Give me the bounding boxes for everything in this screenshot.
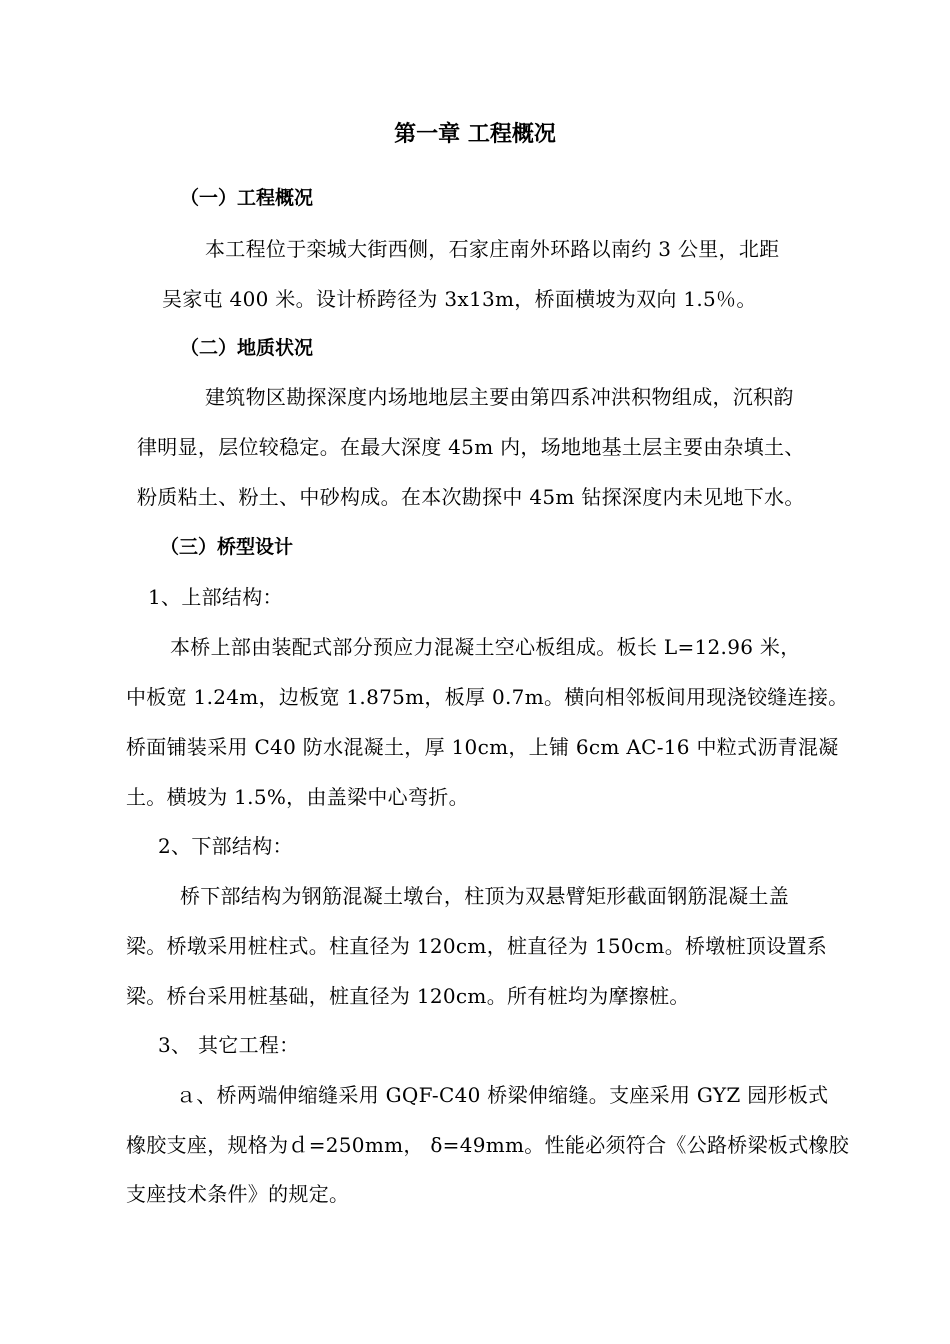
section-heading-bridge-design: （三）桥型设计 — [160, 536, 294, 558]
paragraph-line: 桥面铺装采用 C40 防水混凝土，厚 10cm，上铺 6cm AC-16 中粒式沥青混凝 — [126, 735, 839, 759]
subsection-label-superstructure: 1、上部结构： — [148, 585, 283, 609]
paragraph-line: 本桥上部由装配式部分预应力混凝土空心板组成。板长 L=12.96 米， — [170, 635, 801, 659]
paragraph-line: 本工程位于栾城大街西侧，石家庄南外环路以南约 3 公里，北距 — [205, 237, 780, 261]
chapter-title: 第一章 工程概况 — [394, 122, 556, 147]
paragraph-line: 粉质粘土、粉土、中砂构成。在本次勘探中 45m 钻探深度内未见地下水。 — [137, 485, 805, 509]
section-heading-geology: （二）地质状况 — [180, 337, 314, 359]
paragraph-line: 桥下部结构为钢筋混凝土墩台，柱顶为双悬臂矩形截面钢筋混凝土盖 — [180, 884, 789, 908]
paragraph-line: 支座技术条件》的规定。 — [126, 1182, 350, 1206]
paragraph-line: 建筑物区勘探深度内场地地层主要由第四系冲洪积物组成，沉积韵 — [205, 385, 794, 409]
paragraph-line: 律明显，层位较稳定。在最大深度 45m 内，场地地基土层主要由杂填土、 — [137, 435, 805, 459]
paragraph-line: 土。横坡为 1.5%，由盖梁中心弯折。 — [126, 785, 469, 809]
subsection-label-substructure: 2、下部结构： — [158, 834, 293, 858]
paragraph-line: 吴家屯 400 米。设计桥跨径为 3x13m，桥面横坡为双向 1.5％。 — [162, 287, 757, 311]
paragraph-line: 橡胶支座，规格为ｄ=250mm， δ=49mm。性能必须符合《公路桥梁板式橡胶 — [126, 1133, 850, 1157]
paragraph-line: 中板宽 1.24m，边板宽 1.875m，板厚 0.7m。横向相邻板间用现浇铰缝连接。 — [126, 685, 849, 709]
paragraph-line: ａ、桥两端伸缩缝采用 GQF-C40 桥梁伸缩缝。支座采用 GYZ 园形板式 — [176, 1083, 829, 1107]
subsection-label-other-works: 3、 其它工程： — [158, 1033, 300, 1057]
section-heading-overview: （一）工程概况 — [180, 187, 314, 209]
paragraph-line: 梁。桥墩采用桩柱式。柱直径为 120cm，桩直径为 150cm。桥墩桩顶设置系 — [126, 934, 828, 958]
paragraph-line: 梁。桥台采用桩基础，桩直径为 120cm。所有桩均为摩擦桩。 — [126, 984, 690, 1008]
